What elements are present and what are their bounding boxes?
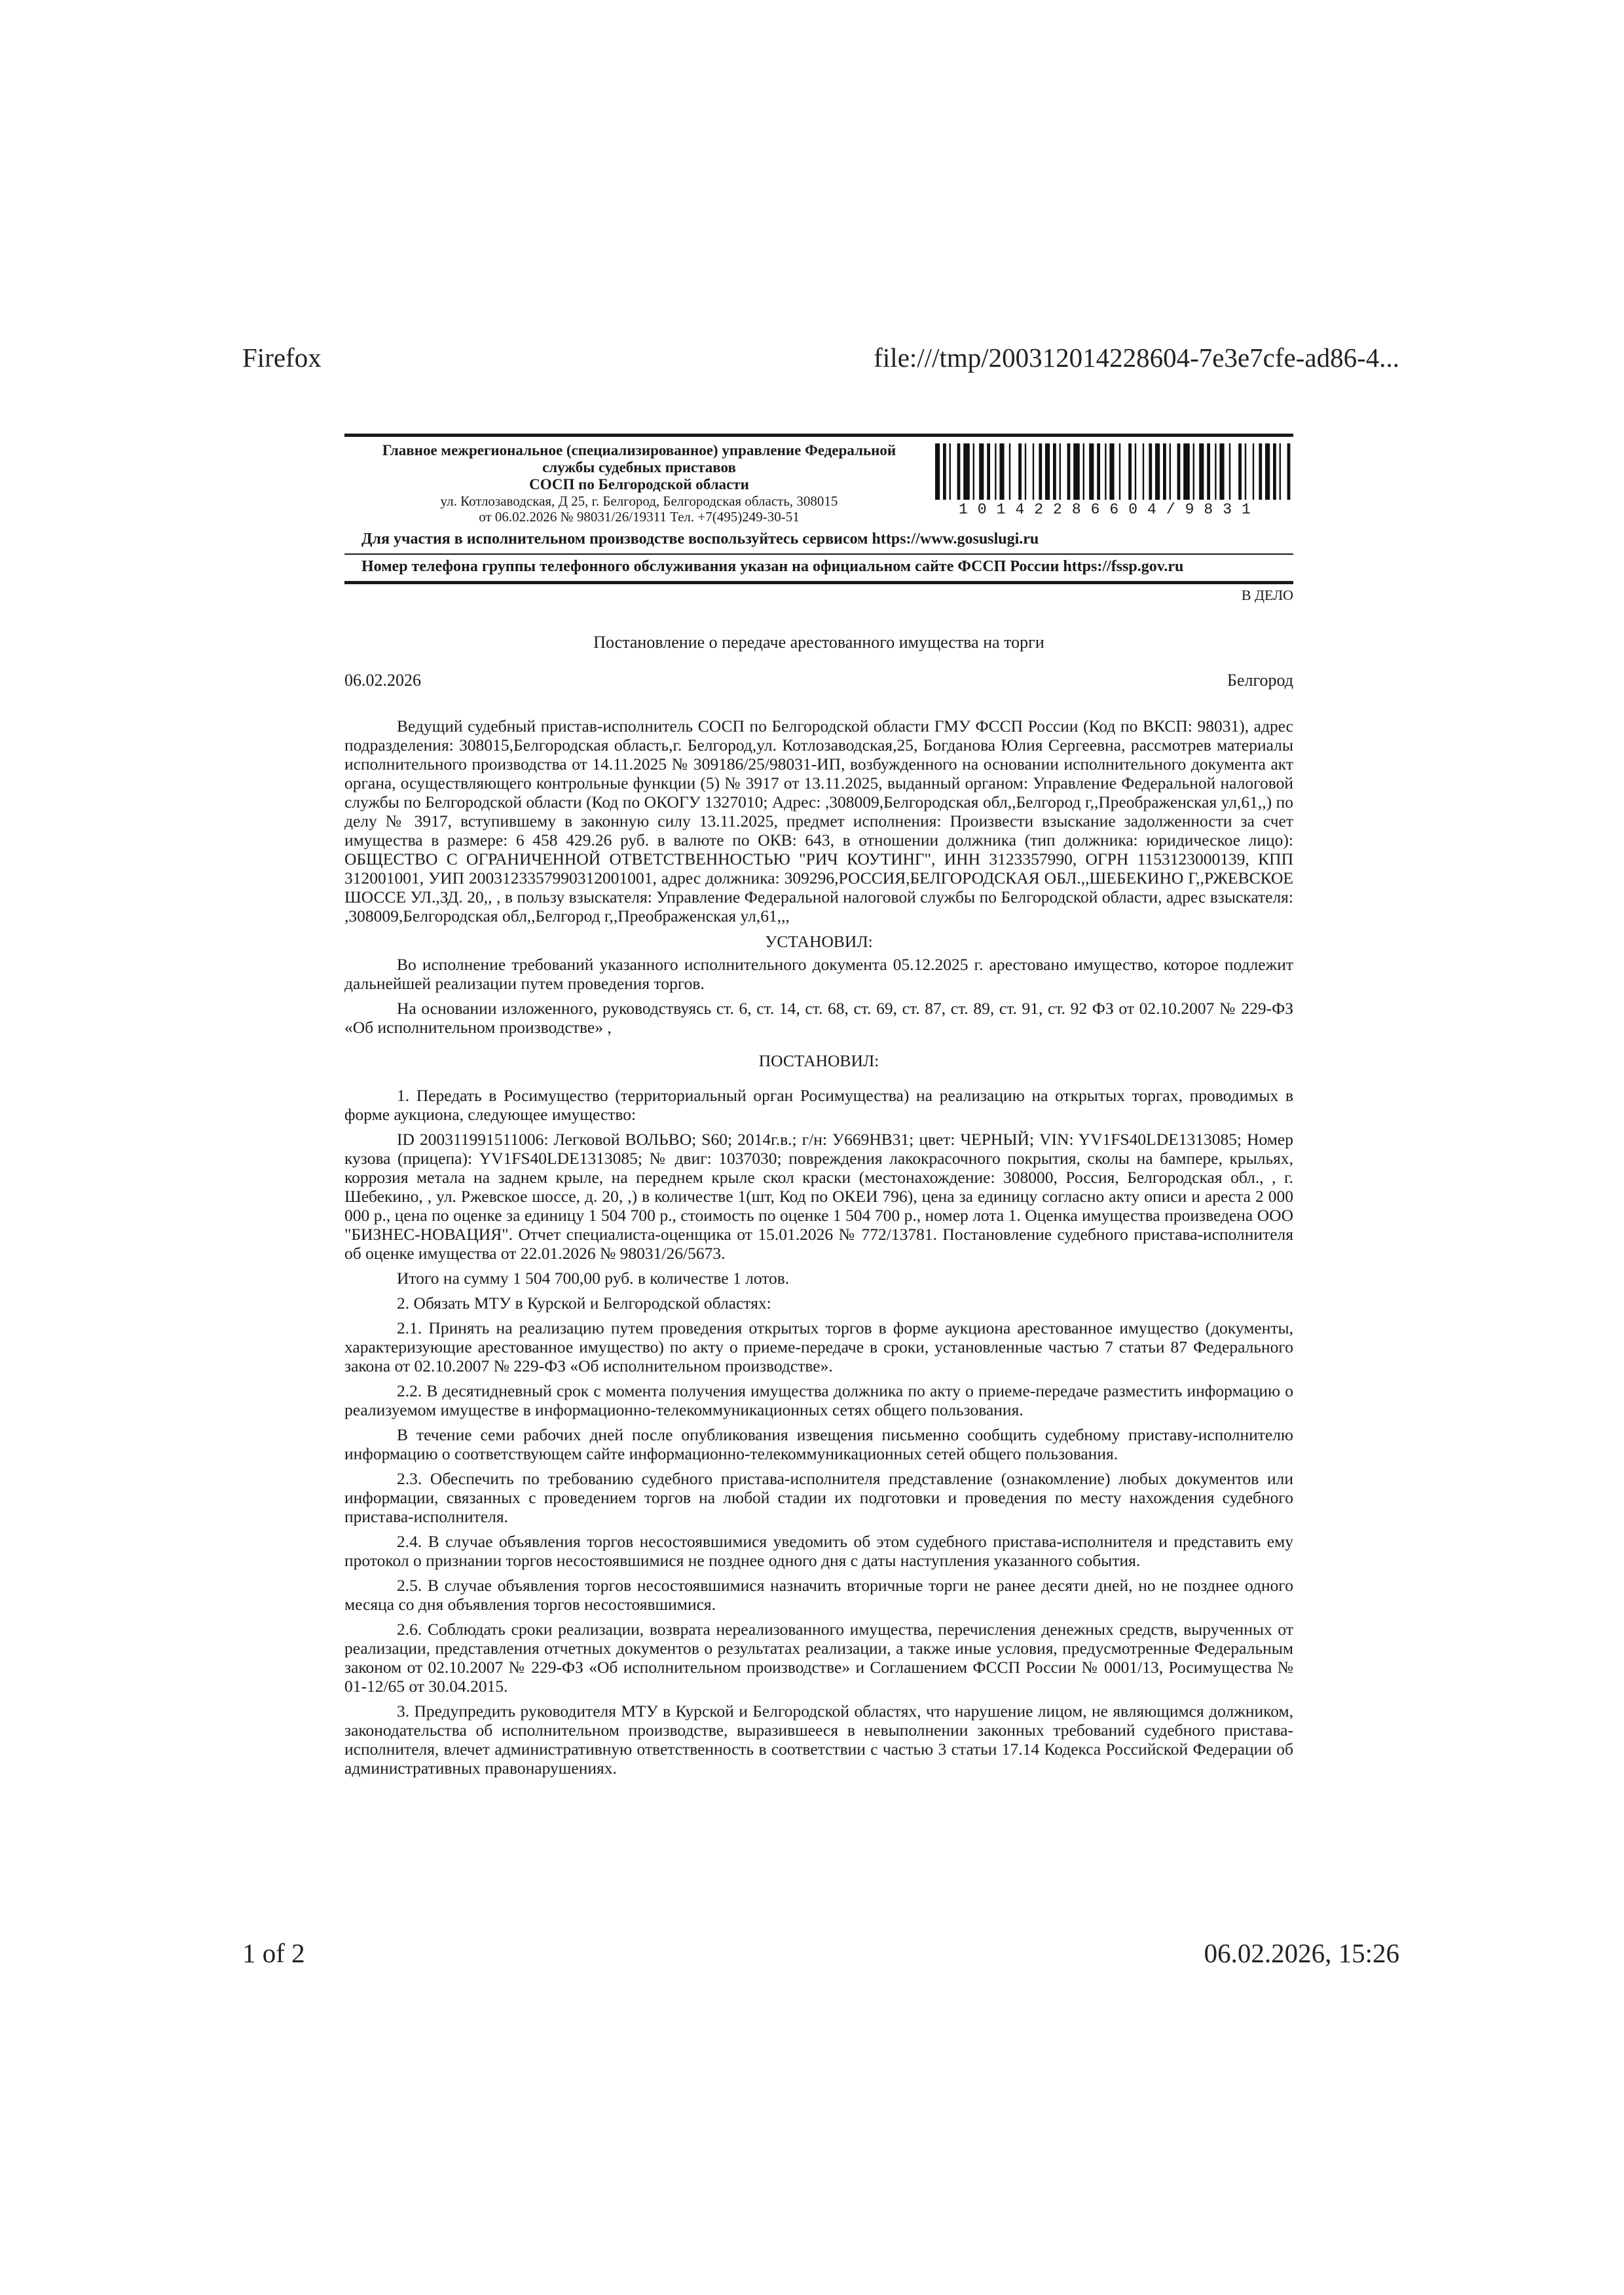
barcode-icon — [934, 443, 1293, 500]
clause-2-5: 2.5. В случае объявления торгов несостоявшимися назначить вторичные торги не ранее десяти дней, но не позднее одного месяца со дня объявления торгов несостоявшимися. — [344, 1576, 1293, 1614]
clause-2-4: 2.4. В случае объявления торгов несостоявшимися уведомить об этом судебного пристава-исполнителя и представить ему протокол о признании торгов несостоявшимися не позднее одного дня с даты наступления указанного события. — [344, 1532, 1293, 1570]
document-date: 06.02.2026 — [344, 671, 421, 690]
ustanovil-paragraph: Во исполнение требований указанного исполнительного документа 05.12.2025 г. арестовано имущество, которое подлежит дальнейшей реализации путем проведения торгов. — [344, 955, 1293, 993]
phone-note: Номер телефона группы телефонного обслуживания указан на официальном сайте ФССП России https://fssp.gov.ru — [361, 558, 1184, 575]
document-body — [344, 717, 1293, 1778]
intro-paragraph: Ведущий судебный пристав-исполнитель СОСП по Белгородской области ГМУ ФССП России (Код по ВКСП: 98031), адрес подразделения: 308015,Белгородская область,г. Белгород,ул. Котлозаводская,25, Богданова Юлия Сергеевна, рассмотрев материалы исполнительного производства от 14.11.2025 № 309186/25/98031-ИП, возбужденного на основании исполнительного документа акт органа, осуществляющего контрольные функции (5) № 3917 от 13.11.2025, выданный органом: Управление Федеральной налоговой службы по Белгородской области (Код по ОКОГУ 1327010; Адрес: ,308009,Белгородская обл,,Белгород г,,Преображенская ул,61,,) по делу № 3917, вступившему в законную силу 13.11.2025, предмет исполнения: Произвести взыскание задолженности за счет имущества в размере: 6 458 429.26 руб. в валюте по ОКВ: 643, в отношении должника (тип должника: юридическое лицо): ОБЩЕСТВО С ОГРАНИЧЕННОЙ ОТВЕТСТВЕННОСТЬЮ "РИЧ КОУТИНГ", ИНН 3123357990, ОГРН 1153123000139, КПП 312001001, УИП 20031233579903120010​01, адрес должника: 309296,РОССИЯ,БЕЛГОРОДСКАЯ ОБЛ.,,ШЕБЕКИНО Г,,РЖЕВСКОЕ ШОССЕ УЛ.,ЗД. 20,, , в пользу взыскателя: Управление Федеральной налоговой службы по Белгородской области, адрес взыскателя: ,308009,Белгородская обл,,Белгород г,,Преображенская ул,61,,, — [344, 717, 1293, 925]
total-amount: Итого на сумму 1 504 700,00 руб. в количестве 1 лотов. — [397, 1269, 790, 1288]
letterhead — [344, 437, 1293, 529]
document-reference: от 06.02.2026 № 98031/26/19311 Тел. +7(495)249-30-51 — [479, 509, 800, 525]
header-bottom-rule — [344, 581, 1293, 584]
gosuslugi-note: Для участия в исполнительном производстве воспользуйтесь сервисом https://www.gosuslugi.ru — [361, 531, 1039, 548]
postanovil-heading: ПОСТАНОВИЛ: — [758, 1051, 879, 1070]
clause-2-2-notice: В течение семи рабочих дней после опубликования извещения письменно сообщить судебному приставу-исполнителю информацию о соответствующем сайте информационно-телекоммуникационных сетей общего пользования. — [344, 1425, 1293, 1463]
ustanovil-heading: УСТАНОВИЛ: — [765, 932, 873, 951]
document-city: Белгород — [1227, 671, 1293, 690]
barcode-digits: 10142286604/9831 — [959, 501, 1261, 518]
page-counter: 1 of 2 — [242, 1938, 305, 1968]
print-datetime: 06.02.2026, 15:26 — [1204, 1938, 1399, 1968]
clause-2-2: 2.2. В десятидневный срок с момента получения имущества должника по акту о приеме-передаче разместить информацию о реализуемом имуществе в информационно-телекоммуникационных сетях общего пользования. — [344, 1381, 1293, 1419]
org-address: ул. Котлозаводская, Д 25, г. Белгород, Белгородская область, 308015 — [440, 493, 838, 509]
browser-app-name: Firefox — [242, 343, 322, 373]
clause-3: 3. Предупредить руководителя МТУ в Курской и Белгородской областях, что нарушение лицом, не являющимся должником, законодательства об исполнительном производстве, выразившееся в невыполнении законных требований судебного пристава-исполнителя, влечет административную ответственность в соответствии с частью 3 статьи 17.14 Кодекса Российской Федерации об административных правонарушениях. — [344, 1702, 1293, 1778]
property-item: ID 200311991511006: Легковой ВОЛЬВО; S60; 2014г.в.; г/н: У669НВ31; цвет: ЧЕРНЫЙ; VIN: YV1FS40LDE1313085; Номер кузова (прицепа): YV1FS40LDE1313085; № двиг: 1037030; повреждения лакокрасочного покрытия, сколы на бампере, крыльях, коррозия метала на заднем крыле, на переднем крыле скол краски (местонахождение: 308000, Россия, Белгородская обл., , г. Шебекино, , ул. Ржевское шоссе, д. 20, ,) в количестве 1(шт, Код по ОКЕИ 796), цена за единицу согласно акту описи и ареста 2 000 000 р., цена по оценке за единицу 1 504 700 р., стоимость по оценке 1 504 700 р., номер лота 1. Оценка имущества произведена ООО "БИЗНЕС-НОВАЦИЯ". Отчет специалиста-оценщика от 15.01.2026 № 772/13781. Постановление судебного пристава-исполнителя об оценке имущества от 22.01.2026 № 98031/26/5673. — [344, 1130, 1293, 1263]
clause-2-1: 2.1. Принять на реализацию путем проведения открытых торгов в форме аукциона арестованное имущество (документы, характеризующие арестованное имущество) по акту о приеме-передаче в сроки, установленные частью 7 статьи 87 Федерального закона от 02.10.2007 № 229-ФЗ «Об исполнительном производстве». — [344, 1318, 1293, 1375]
header-divider — [344, 553, 1293, 555]
browser-url: file:///tmp/200312014228604-7e3e7cfe-ad86-4... — [874, 343, 1399, 373]
date-place-row — [344, 671, 1293, 697]
clause-2: 2. Обязать МТУ в Курской и Белгородской областях: — [397, 1294, 771, 1313]
document-title: Постановление о передаче арестованного имущества на торги — [593, 633, 1044, 652]
clause-1: 1. Передать в Росимущество (территориальный орган Росимущества) на реализацию на открытых торгах, проводимых в форме аукциона, следующее имущество: — [344, 1086, 1293, 1124]
org-line-2: службы судебных приставов — [542, 459, 736, 476]
basis-paragraph: На основании изложенного, руководствуясь ст. 6, ст. 14, ст. 68, ст. 69, ст. 87, ст. 89, ст. 91, ст. 92 ФЗ от 02.10.2007 № 229-ФЗ «Об исполнительном производстве» , — [344, 999, 1293, 1037]
clause-2-3: 2.3. Обеспечить по требованию судебного пристава-исполнителя представление (ознакомление) любых документов или информации, связанных с проведением торгов на любой стадии их подготовки и проведения по месту нахождения судебного пристава-исполнителя. — [344, 1469, 1293, 1526]
document-page — [344, 434, 1293, 1783]
delo-mark: В ДЕЛО — [1241, 587, 1293, 603]
organization-block — [344, 442, 934, 525]
org-line-1: Главное межрегиональное (специализированное) управление Федеральной — [382, 442, 896, 458]
org-line-3: СОСП по Белгородской области — [529, 476, 749, 493]
clause-2-6: 2.6. Соблюдать сроки реализации, возврата нереализованного имущества, перечисления денежных средств, вырученных от реализации, представления отчетных документов о результатах реализации, а также иные условия, предусмотренные Федеральным законом от 02.10.2007 № 229-ФЗ «Об исполнительном производстве» и Соглашением ФССП России № 0001/13, Росимущества № 01-12/65 от 30.04.2015. — [344, 1620, 1293, 1696]
